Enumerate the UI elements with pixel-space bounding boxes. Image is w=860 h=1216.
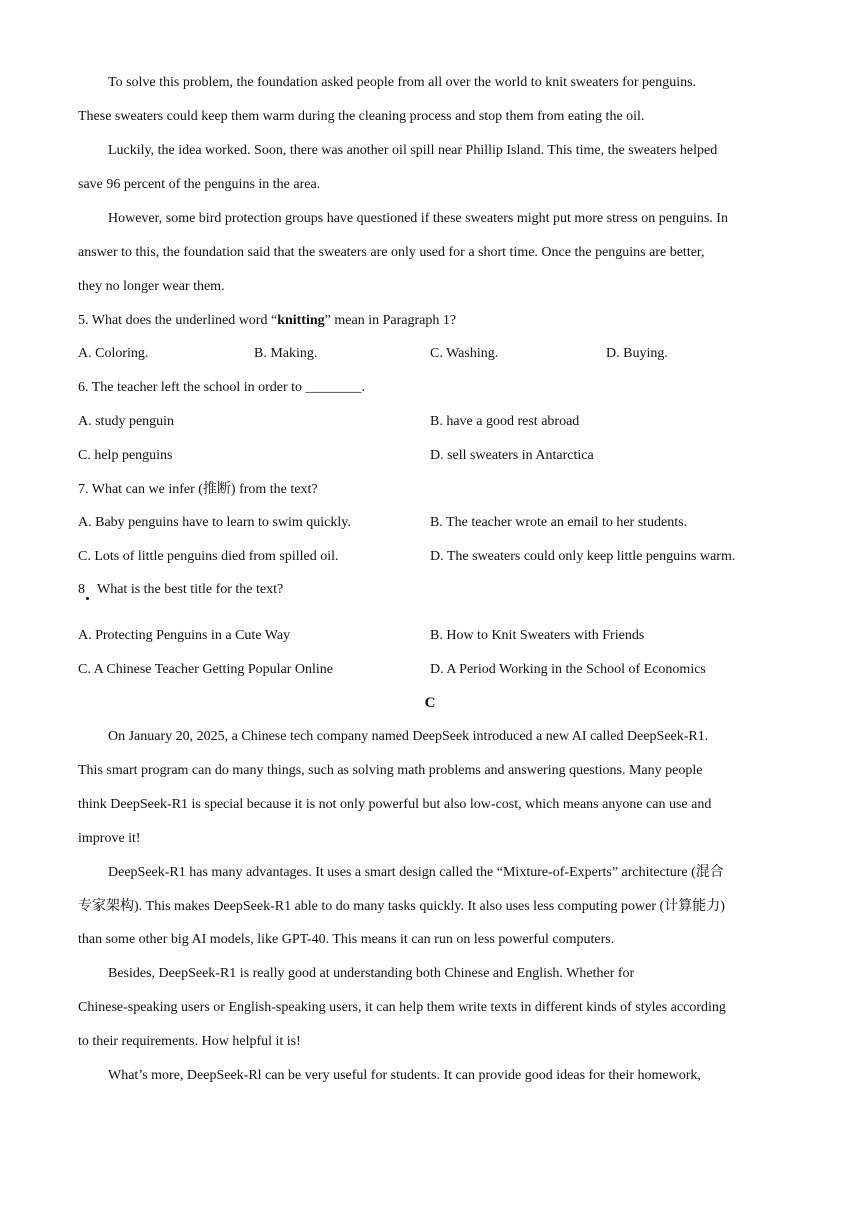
stem-part: 5. What does the underlined word “: [78, 313, 278, 328]
passage-line: [0, 242, 860, 264]
passage-line: [0, 1031, 860, 1053]
passage-line: [0, 997, 860, 1019]
option-c: C. Lots of little penguins died from spilled oil.: [78, 549, 339, 564]
passage-line: [0, 794, 860, 816]
option-d: D. sell sweaters in Antarctica: [430, 448, 594, 463]
question-8-options: [0, 659, 860, 681]
paragraph-text: This smart program can do many things, such as solving math problems and answering questions. Many people: [78, 763, 703, 778]
option-c: C. help penguins: [78, 448, 173, 463]
option-d: D. The sweaters could only keep little penguins warm.: [430, 549, 736, 564]
passage-line: [0, 1065, 860, 1087]
paragraph-text: they no longer wear them.: [78, 279, 225, 294]
section-c-heading-row: [0, 692, 860, 714]
paragraph-text: Besides, DeepSeek-R1 is really good at understanding both Chinese and English. Whether for: [108, 966, 635, 981]
option-a: A. study penguin: [78, 414, 175, 429]
paragraph-text: think DeepSeek-R1 is special because it is not only powerful but also low-cost, which means anyone can use and: [78, 797, 712, 812]
paragraph-text: save 96 percent of the penguins in the area.: [78, 177, 321, 192]
underlined-word: knitting: [277, 313, 325, 328]
passage-line: [0, 828, 860, 850]
paragraph-text: However, some bird protection groups have questioned if these sweaters might put more stress on penguins. In: [108, 211, 728, 226]
question-stem: [78, 310, 456, 332]
paragraph-text: than some other big AI models, like GPT-40. This means it can run on less powerful computers.: [78, 932, 615, 947]
paragraph-text: to their requirements. How helpful it is!: [78, 1034, 301, 1049]
paragraph-text: These sweaters could keep them warm during the cleaning process and stop them from eating the oil.: [78, 109, 645, 124]
passage-line: [0, 72, 860, 94]
number-dot: [86, 597, 89, 600]
passage-line: [0, 208, 860, 230]
passage-line: [0, 276, 860, 298]
passage-line: [0, 963, 860, 985]
passage-line: [0, 929, 860, 951]
passage-line: [0, 140, 860, 162]
stem-part: ” mean in Paragraph 1?: [324, 313, 457, 328]
question-7: [0, 479, 860, 501]
question-stem: 6. The teacher left the school in order to ________.: [78, 380, 366, 395]
question-stem: 7. What can we infer (推断) from the text?: [78, 482, 318, 497]
question-number: 8: [78, 582, 85, 597]
paragraph-text: DeepSeek-R1 has many advantages. It uses a smart design called the “Mixture-of-Experts” architecture (混合: [108, 865, 724, 880]
question-8: [0, 579, 860, 601]
question-6: [0, 377, 860, 399]
passage-line: [0, 862, 860, 884]
question-5-options: [0, 343, 860, 365]
passage-line: [0, 174, 860, 196]
question-7-options: [0, 512, 860, 534]
option-d: D. A Period Working in the School of Economics: [430, 662, 706, 677]
paragraph-text: Chinese-speaking users or English-speaking users, it can help them write texts in different kinds of styles according: [78, 1000, 726, 1015]
paragraph-text: answer to this, the foundation said that the sweaters are only used for a short time. Once the penguins are better,: [78, 245, 705, 260]
question-6-options: [0, 445, 860, 467]
option-a: A. Baby penguins have to learn to swim quickly.: [78, 515, 351, 530]
passage-line: [0, 726, 860, 748]
question-stem: What is the best title for the text?: [97, 582, 284, 597]
paragraph-text: 专家架构). This makes DeepSeek-R1 able to do many tasks quickly. It also uses less computing power (计算能力): [78, 899, 725, 914]
question-6-options: [0, 411, 860, 433]
option-b: B. Making.: [254, 346, 318, 361]
option-b: B. have a good rest abroad: [430, 414, 580, 429]
paragraph-text: Luckily, the idea worked. Soon, there was another oil spill near Phillip Island. This time, the sweaters helped: [108, 143, 718, 158]
option-b: B. The teacher wrote an email to her students.: [430, 515, 688, 530]
option-a: A. Protecting Penguins in a Cute Way: [78, 628, 291, 643]
paragraph-text: What’s more, DeepSeek-Rl can be very useful for students. It can provide good ideas for their homework,: [108, 1068, 701, 1083]
passage-line: [0, 106, 860, 128]
section-heading: C: [424, 695, 436, 711]
option-d: D. Buying.: [606, 346, 668, 361]
option-c: C. Washing.: [430, 346, 499, 361]
question-5: [0, 310, 860, 332]
paragraph-text: improve it!: [78, 831, 141, 846]
paragraph-text: On January 20, 2025, a Chinese tech company named DeepSeek introduced a new AI called DeepSeek-R1.: [108, 729, 709, 744]
passage-line: [0, 760, 860, 782]
option-a: A. Coloring.: [78, 346, 149, 361]
question-8-options: [0, 625, 860, 647]
option-c: C. A Chinese Teacher Getting Popular Online: [78, 662, 333, 677]
passage-line: [0, 896, 860, 918]
question-7-options: [0, 546, 860, 568]
paragraph-text: To solve this problem, the foundation asked people from all over the world to knit sweaters for penguins.: [108, 75, 697, 90]
option-b: B. How to Knit Sweaters with Friends: [430, 628, 645, 643]
